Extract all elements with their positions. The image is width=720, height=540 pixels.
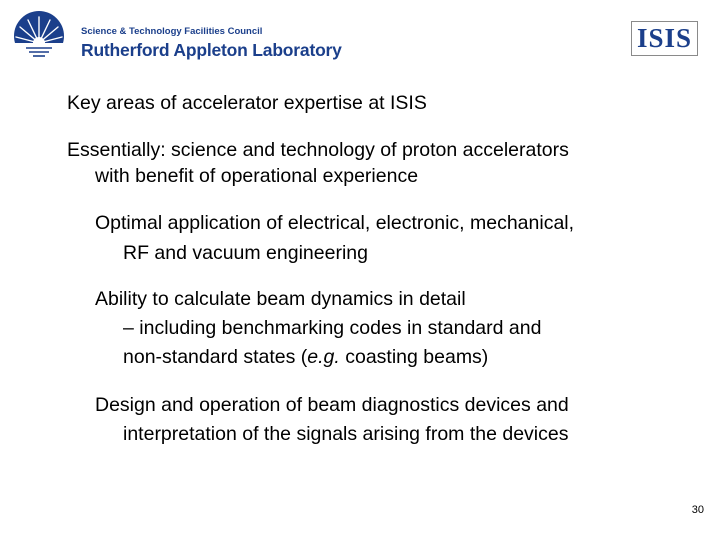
item-2-line-1: Ability to calculate beam dynamics in detail bbox=[95, 288, 466, 310]
stfc-ral-logo bbox=[12, 9, 342, 63]
item-3-line-2: interpretation of the signals arising from the devices bbox=[123, 423, 569, 445]
item-2-line-3-em: e.g. bbox=[307, 346, 340, 368]
page-number: 30 bbox=[691, 504, 704, 516]
item-1-line-1: Optimal application of electrical, electronic, mechanical, bbox=[95, 212, 575, 234]
sunburst-emblem-icon bbox=[12, 9, 68, 63]
intro-line-2: with benefit of operational experience bbox=[95, 165, 419, 187]
slide-title: Key areas of accelerator expertise at ISIS bbox=[67, 92, 427, 114]
intro-line-1: Essentially: science and technology of proton accelerators bbox=[67, 139, 569, 161]
org-name-small: Science & Technology Facilities Council bbox=[81, 26, 263, 37]
org-name-large: Rutherford Appleton Laboratory bbox=[81, 40, 342, 60]
item-3-line-1: Design and operation of beam diagnostics devices and bbox=[95, 394, 569, 416]
item-2-line-3-post: coasting beams) bbox=[339, 346, 489, 368]
isis-logo bbox=[631, 21, 698, 56]
item-1-line-2: RF and vacuum engineering bbox=[123, 242, 368, 264]
isis-logo-text: ISIS bbox=[636, 23, 693, 53]
item-2-line-3-pre: non-standard states ( bbox=[123, 346, 308, 368]
item-2-line-3 bbox=[123, 344, 488, 370]
item-2-line-2: – including benchmarking codes in standard and bbox=[123, 317, 542, 339]
